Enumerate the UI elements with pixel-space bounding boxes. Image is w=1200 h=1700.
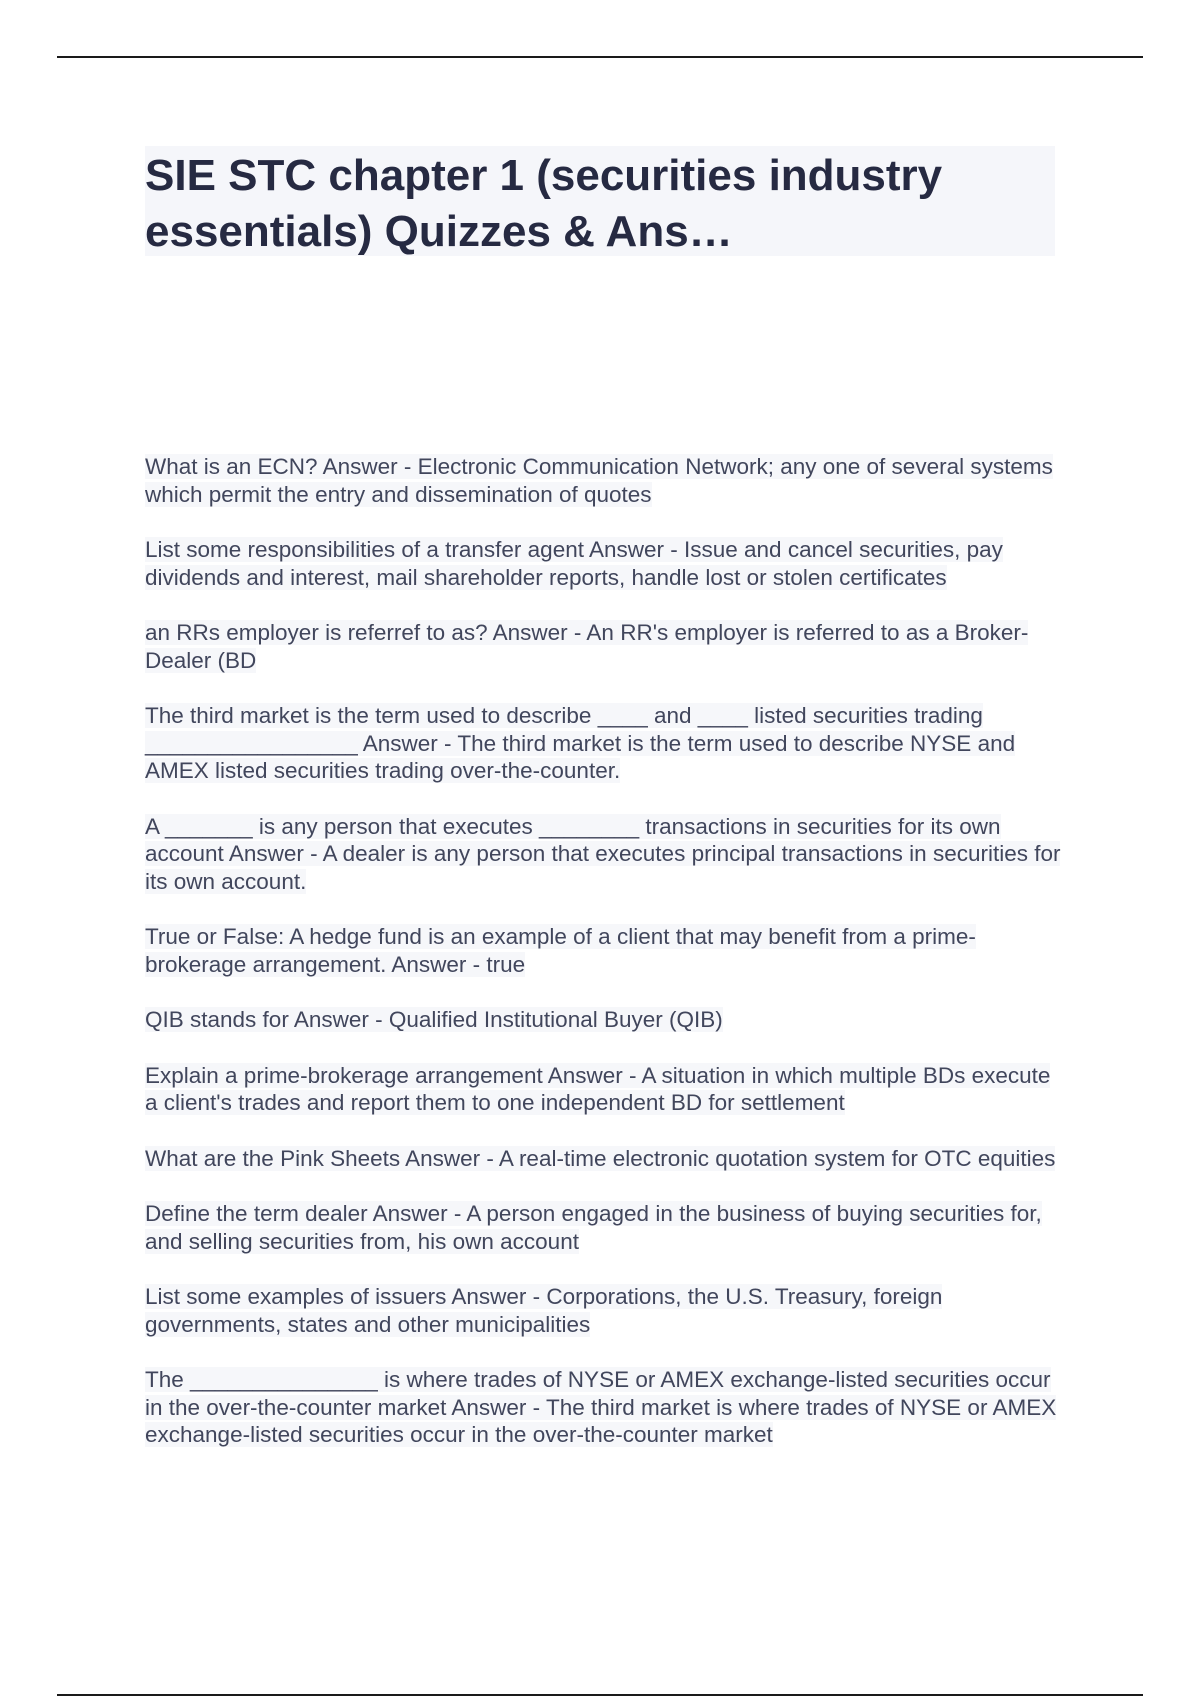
- qa-item-transfer-agent: [145, 536, 1065, 591]
- qa-item-third-market-blank: [145, 702, 1065, 785]
- document-title: SIE STC chapter 1 (securities industry essentials) Quizzes & Ans…: [145, 151, 943, 256]
- qa-text: The third market is the term used to describe ____ and ____ listed securities trading _________________ Answer - The third market is the term used to describe NYSE and AMEX listed securities trading over-the-counter.: [145, 703, 1016, 783]
- qa-text: List some examples of issuers Answer - Corporations, the U.S. Treasury, foreign governments, states and other municipalities: [145, 1284, 943, 1337]
- qa-list: [145, 453, 1065, 1449]
- qa-item-dealer-blank: [145, 813, 1065, 896]
- qa-text: Define the term dealer Answer - A person engaged in the business of buying securities for, and selling securities from, his own account: [145, 1201, 1042, 1254]
- qa-item-qib: [145, 1006, 1065, 1034]
- qa-item-issuers: [145, 1283, 1065, 1338]
- qa-text: What is an ECN? Answer - Electronic Communication Network; any one of several systems which permit the entry and dissemination of quotes: [145, 454, 1053, 507]
- qa-text: Explain a prime-brokerage arrangement Answer - A situation in which multiple BDs execute a client's trades and report them to one independent BD for settlement: [145, 1062, 1051, 1115]
- qa-text: List some responsibilities of a transfer agent Answer - Issue and cancel securities, pay dividends and interest, mail shareholder reports, handle lost or stolen certificates: [145, 537, 1003, 590]
- qa-text: What are the Pink Sheets Answer - A real-time electronic quotation system for OTC equities: [145, 1145, 1056, 1171]
- qa-item-third-market-definition: [145, 1366, 1065, 1449]
- bottom-divider: [57, 1694, 1143, 1696]
- qa-text: True or False: A hedge fund is an example of a client that may benefit from a prime-brokerage arrangement. Answer - true: [145, 924, 976, 977]
- qa-item-pink-sheets: [145, 1145, 1065, 1173]
- qa-item-dealer-definition: [145, 1200, 1065, 1255]
- qa-text: The _______________ is where trades of NYSE or AMEX exchange-listed securities occur in the over-the-counter market Answer - The third market is where trades of NYSE or AMEX exchange-listed securities occur in the over-the-counter market: [145, 1367, 1057, 1447]
- top-divider: [57, 56, 1143, 58]
- qa-item-hedge-fund: [145, 923, 1065, 978]
- qa-item-ecn: [145, 453, 1065, 508]
- qa-item-prime-brokerage: [145, 1062, 1065, 1117]
- qa-text: A _______ is any person that executes ________ transactions in securities for its own account Answer - A dealer is any person that executes principal transactions in securities for its own account.: [145, 813, 1061, 894]
- qa-item-rr-employer: [145, 619, 1065, 674]
- qa-text: an RRs employer is referref to as? Answer - An RR's employer is referred to as a Broker-Dealer (BD: [145, 620, 1029, 673]
- qa-text: QIB stands for Answer - Qualified Institutional Buyer (QIB): [145, 1007, 723, 1032]
